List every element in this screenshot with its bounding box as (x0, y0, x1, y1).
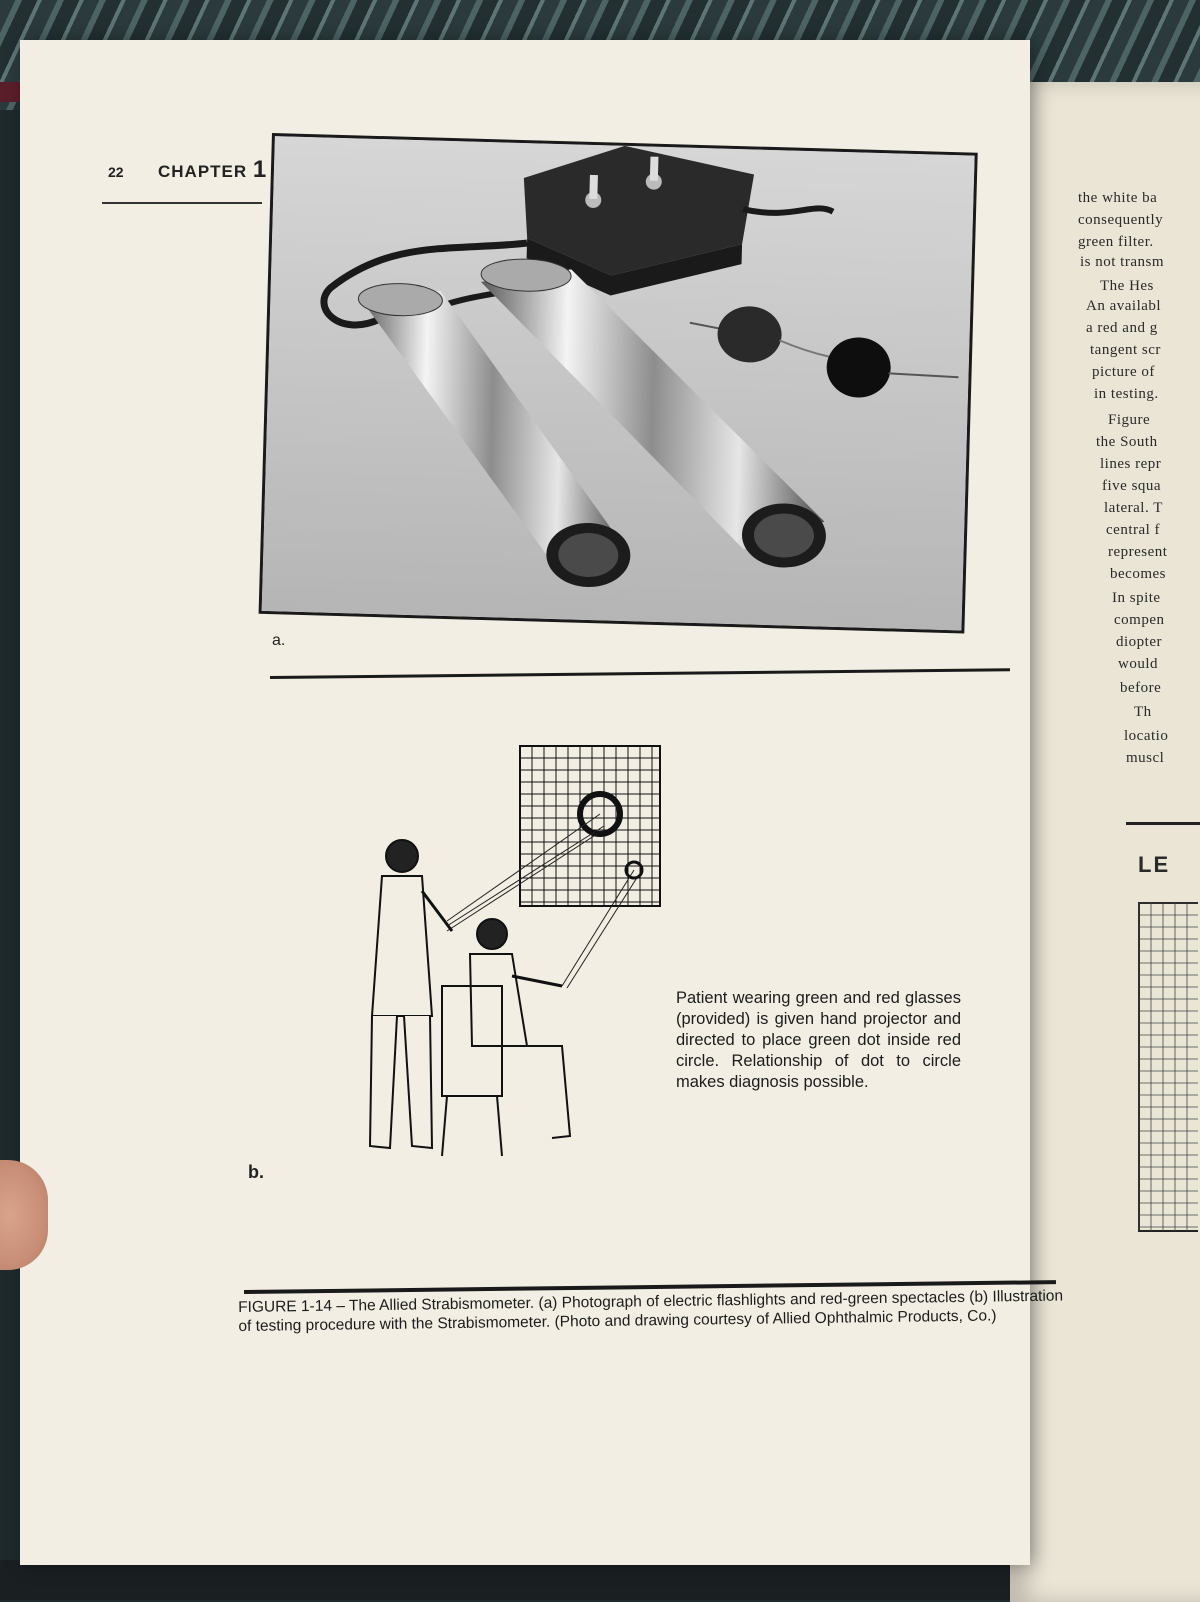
right-page-line: five squa (1102, 478, 1162, 494)
right-page-line: the white ba (1078, 190, 1158, 206)
right-page-line: green filter. (1078, 234, 1154, 250)
figure-photo-a (259, 133, 978, 634)
header-rule (102, 202, 262, 204)
right-page-line: a red and g (1086, 320, 1158, 336)
right-page-line: compen (1114, 612, 1165, 628)
right-page-line: lateral. T (1104, 500, 1163, 516)
flashlights-photo (262, 136, 975, 630)
right-page (1010, 82, 1200, 1602)
right-page-line: the South (1096, 434, 1158, 450)
examiner-figure (370, 840, 452, 1148)
right-page-line: The Hes (1100, 278, 1154, 294)
right-page-line: muscl (1126, 750, 1165, 766)
right-page-line: before (1120, 680, 1162, 696)
right-page-line: picture of (1092, 364, 1155, 380)
chapter-number: 1 (252, 156, 268, 183)
strabismometer-illustration (342, 716, 662, 1166)
right-page-line: In spite (1112, 590, 1161, 606)
tangent-screen (520, 746, 660, 906)
patient-instruction-note: Patient wearing green and red glasses (provided) is given hand projector and directed to place green dot inside red circle. Relationship of dot to circle makes diagnosis possible. (676, 989, 961, 1091)
figure-drawing-b (342, 716, 662, 1171)
right-page-line: lines repr (1100, 456, 1162, 472)
right-page-line: An availabl (1086, 298, 1162, 314)
chapter-heading (158, 156, 267, 184)
page-number: 22 (108, 164, 124, 180)
right-page-line: would (1118, 656, 1158, 672)
figure-label-a: a. (272, 632, 286, 649)
right-page-line: becomes (1110, 566, 1166, 582)
figure-label-b: b. (248, 1162, 264, 1182)
right-page-section-heading: LE (1138, 852, 1171, 877)
patient-figure (442, 919, 570, 1156)
right-page-grid (1138, 902, 1198, 1232)
right-page-line: Th (1134, 704, 1152, 720)
right-page-line: in testing. (1094, 386, 1159, 402)
right-page-rule (1126, 822, 1200, 825)
right-page-line: diopter (1116, 634, 1162, 650)
right-page-line: locatio (1124, 728, 1169, 744)
right-page-line: consequently (1078, 212, 1164, 228)
right-page-line: tangent scr (1090, 342, 1161, 358)
left-page (20, 40, 1064, 1565)
chapter-word: CHAPTER (158, 162, 248, 181)
right-page-line: central f (1106, 522, 1161, 538)
right-page-line: Figure (1108, 412, 1151, 428)
thumb (0, 1160, 48, 1270)
right-page-line: is not transm (1080, 254, 1164, 270)
figure-divider-a (270, 668, 1010, 679)
right-page-line: represent (1108, 544, 1168, 560)
figure-caption: FIGURE 1-14 – The Allied Strabismometer. (a) Photograph of electric flashlights and red-green spectacles (b) Illustration of testing procedure with the Strabismometer. (Photo and drawing courtesy of Allied Ophthalmic Products, Co.) (238, 1287, 1064, 1335)
